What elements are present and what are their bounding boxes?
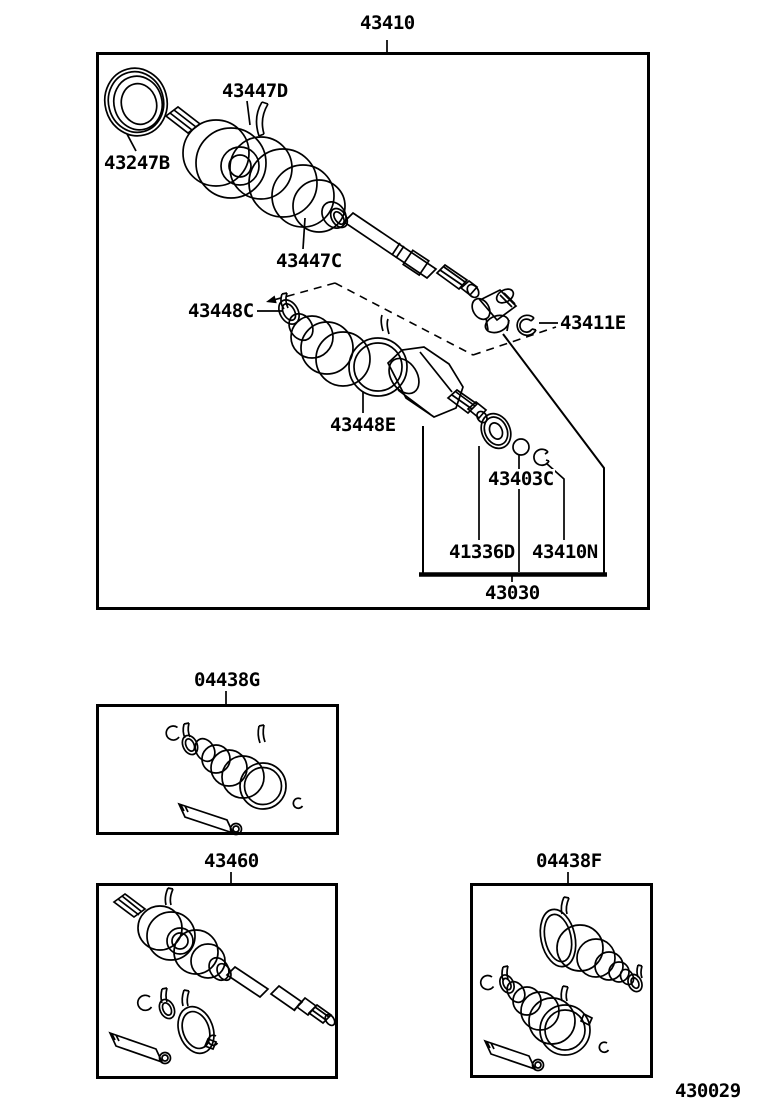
part-label-43411E: 43411E xyxy=(560,312,626,334)
deflector-seal-drawing xyxy=(97,61,174,143)
frames xyxy=(98,54,652,1078)
part-label-43460: 43460 xyxy=(204,850,259,872)
part-label-43247B: 43247B xyxy=(104,152,170,174)
part-label-43410N: 43410N xyxy=(532,541,598,563)
part-label-43448C: 43448C xyxy=(188,300,254,322)
part-label-43410: 43410 xyxy=(360,12,415,34)
boot-kit-g-drawing xyxy=(166,723,302,835)
figure-number: 430029 xyxy=(675,1080,741,1102)
inboard-group-bracket xyxy=(419,334,607,575)
boot-kit-g-box xyxy=(98,706,338,834)
part-label-41336D: 41336D xyxy=(449,541,515,563)
part-label-43447C: 43447C xyxy=(276,250,342,272)
dashed-arrowhead xyxy=(266,296,277,304)
boot-kit-f-drawing xyxy=(481,897,645,1071)
part-label-43448E: 43448E xyxy=(330,414,396,436)
shaft-43460-drawing xyxy=(110,888,337,1064)
part-label-43403C: 43403C xyxy=(488,468,554,490)
shaft-43460-box xyxy=(98,885,337,1078)
part-label-04438F: 04438F xyxy=(536,850,602,872)
part-label-43030: 43030 xyxy=(485,582,540,604)
part-label-04438G: 04438G xyxy=(194,669,260,691)
part-label-43447D: 43447D xyxy=(222,80,288,102)
leader-lines xyxy=(127,40,568,883)
